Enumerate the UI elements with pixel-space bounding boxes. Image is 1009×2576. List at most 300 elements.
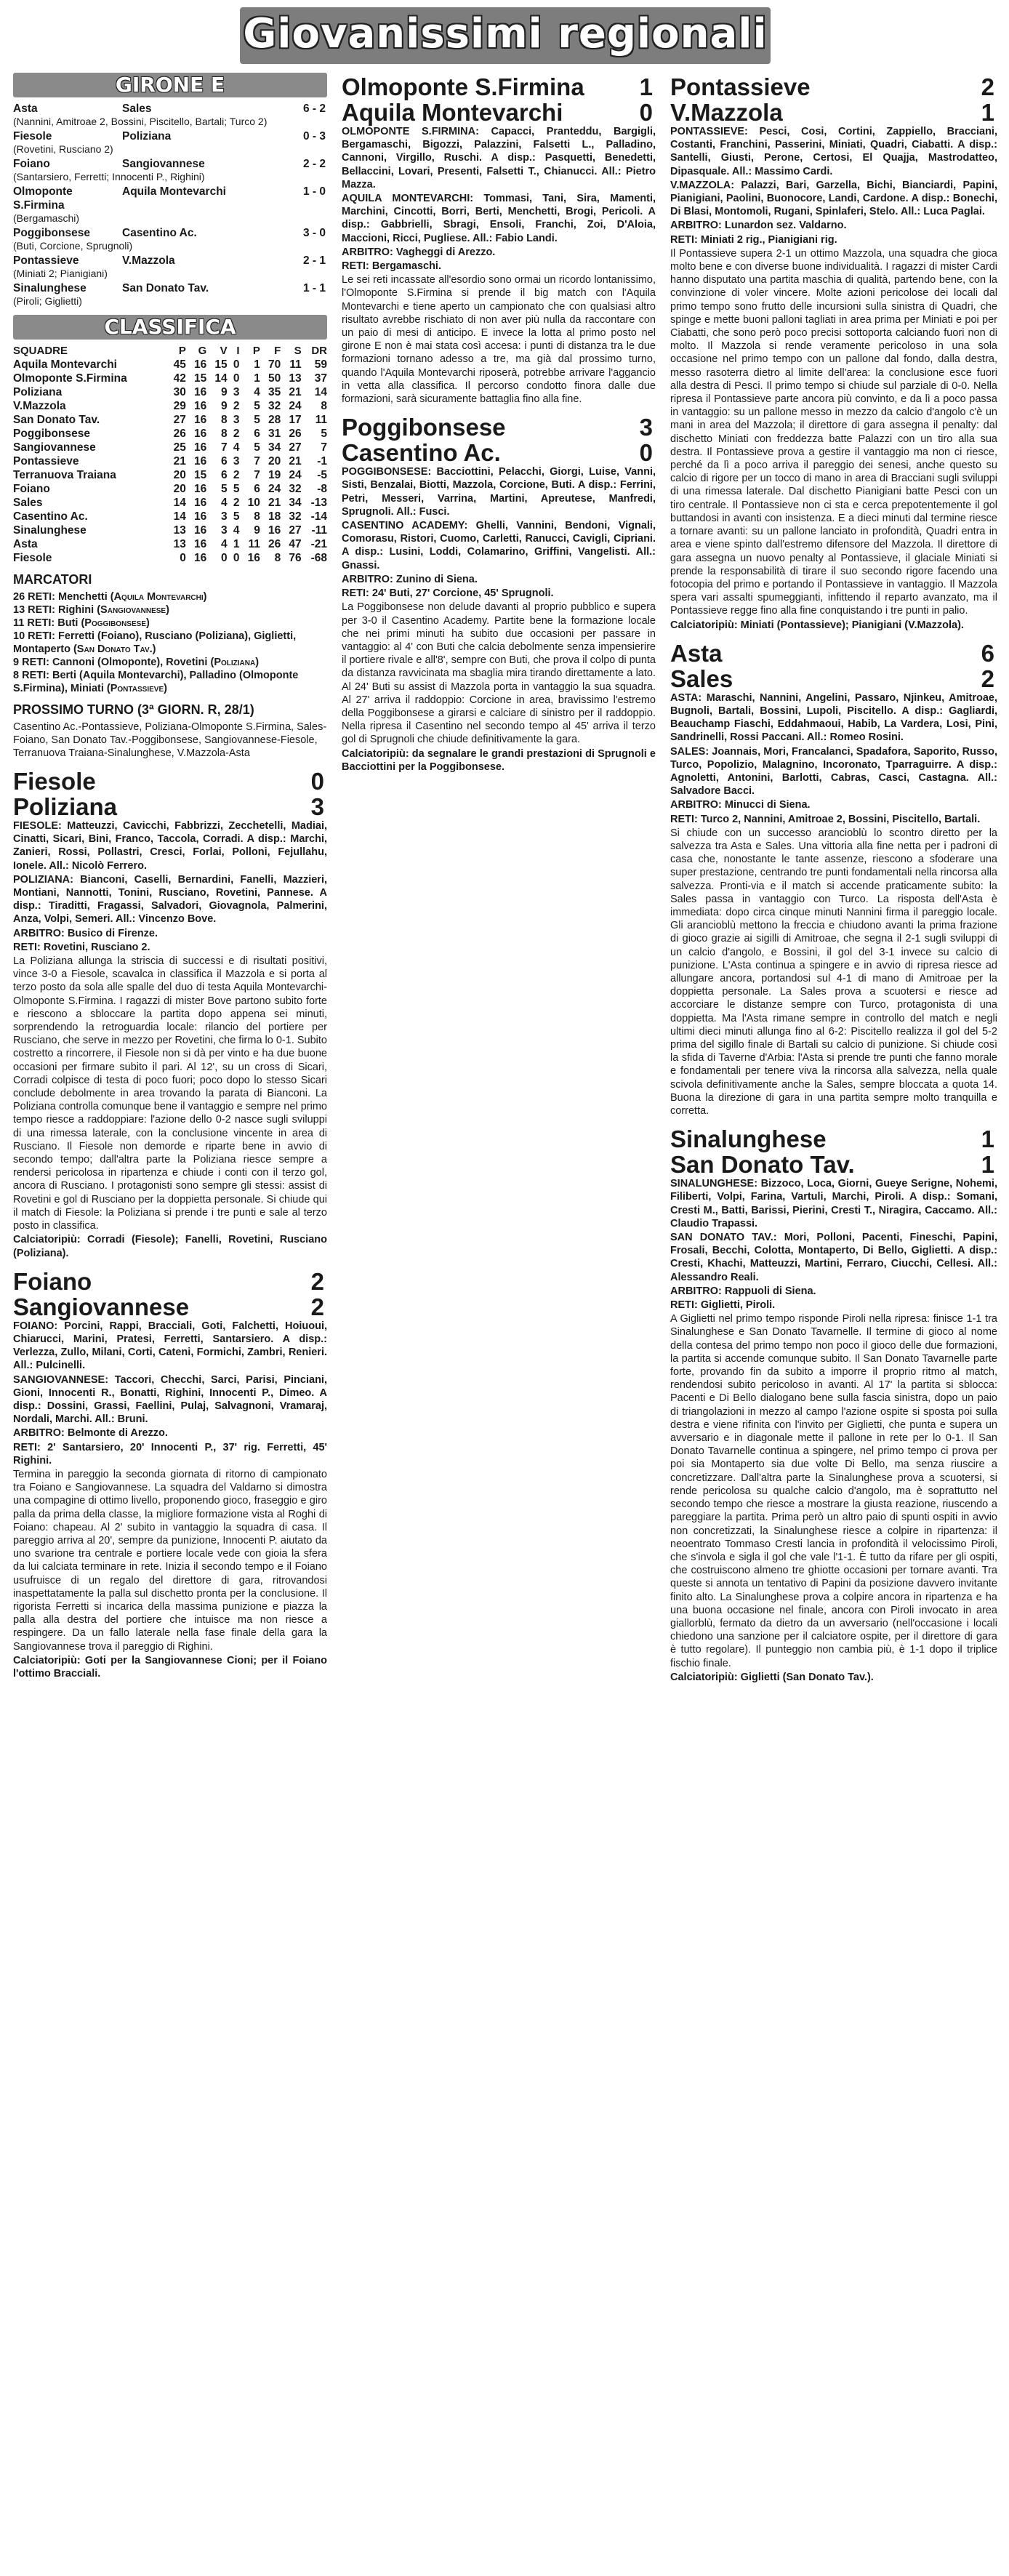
match-home: Sinalunghese [670,1126,827,1153]
marcatori-goals: 10 RETI: [13,630,56,642]
marcatori-list [13,590,327,695]
match-home-score: 0 [310,768,324,795]
match-away-score: 2 [310,1293,324,1320]
marcatori-names: Righini [58,604,95,616]
standings-cell: 16 [193,386,207,398]
marcatori-goals: 13 RETI: [13,604,56,616]
standings-cell: 9 [221,400,228,412]
standings-cell: 5 [221,483,228,495]
standings-cell: 9 [254,524,260,537]
standings-team: Sales [13,497,43,509]
match-home: Foiano [13,1267,92,1295]
standings-cell: 29 [173,400,186,412]
standings-cell: 16 [193,428,207,440]
match-fiesole-head [13,769,327,819]
standings-row [13,399,327,413]
standings-team: Sinalunghese [13,524,87,537]
marcatori-line [13,617,327,630]
match-olmoponte-body [342,125,656,406]
match-sinalunghese-head [670,1126,997,1177]
result-scorers: (Rovetini, Rusciano 2) [13,143,113,155]
result-home-team: Poggibonsese [13,227,90,239]
standings-cell: 16 [247,552,260,564]
standings-cell: 20 [173,469,186,481]
standings-row [13,385,327,399]
arbitro: ARBITRO: Zunino di Siena. [342,573,478,585]
standings-cell: 31 [268,428,281,440]
standings-cell: 20 [173,483,186,495]
standings-cell: 11 [315,414,327,426]
reti: RETI: Rovetini, Rusciano 2. [13,941,150,953]
result-scorers: (Bergamaschi) [13,212,80,224]
marcatori-team: (San Donato Tav.) [73,643,156,655]
page-banner [240,7,771,64]
standings-cell: 9 [221,386,228,398]
standings-cell: 15 [193,469,207,481]
match-home: Fiesole [13,768,96,795]
lineup-away: V.MAZZOLA: Palazzi, Bari, Garzella, Bichi, Bianciardi, Papini, Pianigiani, Paolini, Buonocore, Landi, Cardone. A disp.: Bonechi, Di Blasi, Montomoli, Rugani, Spinlaferi, Stelo. All.: Luca Paglai. [670,179,997,218]
standings-cell: 32 [289,510,302,523]
standings-row [13,454,327,468]
standings-cell: 16 [193,510,207,523]
standings-cell: 5 [233,510,240,523]
standings-cell: 37 [314,372,327,385]
standings-cell: 5 [321,428,327,440]
standings-cell: 14 [173,510,186,523]
arbitro: ARBITRO: Vagheggi di Arezzo. [342,246,496,258]
arbitro: ARBITRO: Minucci di Siena. [670,799,811,811]
marcatori-names: Ferretti (Foiano), Rusciano (Poliziana), Giglietti, Montaperto [13,630,297,655]
result-score: 0 - 3 [302,130,326,143]
reti: RETI: Bergamaschi. [342,260,441,273]
standings-cell: 50 [268,372,281,385]
standings-cell: 21 [173,455,186,468]
standings-cell: 16 [193,400,207,412]
match-away: V.Mazzola [670,99,783,126]
arbitro: ARBITRO: Rappuoli di Siena. [670,1285,816,1297]
marcatori-names: Cannoni (Olmoponte), Rovetini [52,657,208,668]
marcatori-goals: 26 RETI: [13,591,56,603]
result-away-team: Casentino Ac. [122,227,197,239]
standings-col-header: SQUADRE [13,345,68,357]
match-asta-head [670,641,997,691]
page-title: Giovanissimi regionali [243,10,768,57]
marcatori-team: (Sangiovannese) [97,604,169,616]
match-away: Sangiovannese [13,1293,190,1320]
report: Le sei reti incassate all'esordio sono ormai un ricordo lontanissimo, l'Olmoponte S.Firmina si prende il big match con l'Aquila Montevarchi e tiene aperto un campionato che con qualsiasi altro risultato avrebbe rischiato di non aver più nulla da raccontare con un paio di mesi di anticipo. E invece la lotta al primo posto nel girone E non è mai stata così accesa: i punti di distanza tra le due formazioni tornano adesso a tre, ma già dal prossimo turno, quando l'Aquila Montevarchi riposerà, potrebbe arrivare l'aggancio in vetta alla classifica. Il percorso condotto finora dalle due formazioni, sarà sicuramente battaglia fino alla fine. [342,274,656,406]
marcatori-line [13,656,327,669]
result-away-team: V.Mazzola [122,254,175,267]
standings-cell: 3 [233,455,240,468]
match-away-score: 0 [639,439,653,467]
standings-team: Pontassieve [13,455,79,468]
standings-cell: 6 [254,428,260,440]
reti: RETI: 24' Buti, 27' Corcione, 45' Sprugnoli. [342,587,554,600]
standings-cell: 2 [233,497,240,509]
standings-cell: 1 [254,358,260,371]
classifica-title: CLASSIFICA [104,315,236,339]
girone-header [13,73,327,97]
result-scorers: (Buti, Corcione, Sprugnoli) [13,240,133,252]
standings-cell: 16 [193,414,207,426]
standings-cell: 11 [289,358,302,371]
match-home-score: 2 [981,73,994,100]
standings-cell: 8 [254,510,260,523]
standings-cell: -1 [317,455,327,468]
result-home-team: Foiano [13,158,50,170]
standings-team: V.Mazzola [13,400,66,412]
standings-cell: 8 [221,414,228,426]
standings-row [13,482,327,496]
standings-cell: 21 [268,497,281,509]
marcatori-team: (Poliziana) [210,657,260,668]
standings-cell: 24 [268,483,281,495]
calciatoripiu: Calciatoripiù: Corradi (Fiesole); Fanelli, Rovetini, Rusciano (Poliziana). [13,1234,327,1259]
standings-cell: 70 [268,358,281,371]
marcatori-goals: 8 RETI: [13,670,49,681]
result-away-team: Aquila Montevarchi [122,185,226,198]
arbitro: ARBITRO: Busico di Firenze. [13,927,158,939]
lineup-home: ASTA: Maraschi, Nannini, Angelini, Passaro, Njinkeu, Amitroae, Bugnoli, Bartali, Bossini, Lupoli, Piscitello. A disp.: Gagliardi, Beauchamp Fiaschi, Eddahmaoui, Habib, La Vardera, Losi, Pini, Sandrinelli, Rossi Paccani. All.: Romeo Rosini. [670,691,997,744]
standings-cell: 14 [214,372,228,385]
match-foiano-body [13,1320,327,1680]
match-home-score: 3 [639,414,653,441]
standings-cell: 21 [289,386,302,398]
result-home-team: Sinalunghese [13,282,87,294]
standings-cell: 0 [221,552,228,564]
match-away: Casentino Ac. [342,439,501,467]
standings-col-header: I [236,345,240,357]
standings-cell: 2 [233,469,240,481]
result-home-team: Olmoponte S.Firmina [13,185,73,212]
standings-team: Fiesole [13,552,52,564]
standings-table [13,344,327,565]
match-poggibonsese-body [342,465,656,774]
standings-cell: 16 [193,524,207,537]
standings-cell: -11 [311,524,327,537]
standings-cell: 32 [289,483,302,495]
standings-row [13,496,327,510]
standings-cell: 13 [173,524,186,537]
standings-cell: 47 [289,538,302,550]
result-scorers: (Santarsiero, Ferretti; Innocenti P., Righini) [13,171,205,182]
standings-cell: 24 [289,469,302,481]
standings-team: Aquila Montevarchi [13,358,117,371]
marcatori-title: MARCATORI [13,572,92,587]
standings-cell: 27 [289,441,302,454]
standings-cell: 2 [233,428,240,440]
lineup-home: SINALUNGHESE: Bizzoco, Loca, Giorni, Gueye Serigne, Nohemi, Filiberti, Volpi, Farina, Vartuli, Marchi, Piroli. A disp.: Somani, Cresti M., Batti, Barissi, Pierini, Cresti T., Niragira, Caccamo. All.: Claudio Trapassi. [670,1178,997,1229]
standings-team: San Donato Tav. [13,414,100,426]
standings-cell: 13 [173,538,186,550]
standings-cell: 5 [254,441,260,454]
calciatoripiu: Calciatoripiù: Giglietti (San Donato Tav.). [670,1671,874,1683]
standings-cell: 7 [254,469,260,481]
lineup-away: SANGIOVANNESE: Taccori, Checchi, Sarci, Parisi, Pinciani, Gioni, Innocenti R., Bonatti, Righini, Innocenti P., Dimeo. A disp.: Dossini, Grassi, Faellini, Pulaj, Salvagnoni, Vramaraj, Nordali, Marchi. All.: Bruni. [13,1373,327,1426]
standings-cell: 2 [233,400,240,412]
match-fiesole-body [13,819,327,1260]
classifica-header [13,315,327,340]
marcatori-goals: 9 RETI: [13,657,49,668]
standings-cell: 16 [268,524,281,537]
standings-cell: 10 [247,497,260,509]
report: La Poliziana allunga la striscia di successi e di risultati positivi, vince 3-0 a Fiesole, scavalca in classifica il Mazzola e si porta al terzo posto da sola alle spalle del duo di testa Aquila Montevarchi-Olmoponte S.Firmina. I ragazzi di mister Bove partono subito forte e riescono a sbloccare la partita dopo appena sei minuti, sorprendendo la retroguardia locale: rilancio del portiere per Rusciano, che serve in mezzo per Rovetini, che firma lo 0-1. Subito costretto a rincorrere, il Fiesole non si dà per vinto e ha due buone occasioni per firmare subito il pari. Al 12', su un cross di Sicari, Corradi colpisce di testa di poco fuori; poco dopo lo stesso Sicari conclude debolmente in area trovando la parata di Bianconi. La Poliziana controlla comunque bene il vantaggio e sempre nel primo tempo riesce a raddoppiare: l'azione dello 0-2 nasce sugli sviluppi di una rimessa laterale, con la conclusione vincente in area di Rusciano. Il Fiesole non demorde e riparte bene in avvio di secondo tempo; dall'altra parte la Poliziana riesce sempre a rendersi pericolosa in ripartenza e chiude i conti con il terzo gol, ancora di Rusciano. I protagonisti sono sempre gli stessi: assist di Rovetini e gol di Rusciano per la doppietta personale. Si chiude qui il match di Fiesole: la Poliziana si prende i tre punti e sale al terzo posto in classifica. [13,955,327,1232]
result-away-team: Sales [122,103,152,115]
report: Si chiude con un successo arancioblù lo scontro diretto per la salvezza tra Asta e Sales. Una vittoria alla fine netta per i padroni di casa che, nonostante le tante assenze, riescono a sfoderare una super prestazione, centrando tre punti fondamentali nella rincorsa alla salvezza. Pronti-via e il match si accende praticamente subito: la Sales passa in vantaggio con Turco. La risposta dell'Asta è immediata: dopo circa cinque minuti Nannini firma il pareggio locale. Gli arancioblù mettono la freccia e chiudono avanti la prima frazione di gioco grazie ai sigilli di Amitroae, che segna il 2-1 sugli sviluppi di un calcio d'angolo, e Bossini, il gol del 3-1 invece su calcio di punizione. L'Asta continua a spingere e in avvio di ripresa riesce ad allungare ancora, portandosi sul 4-1 di mano di Amitroae per la doppietta personale. La Sales prova a scuotersi e riesce ad accorciare le distanze sempre con Turco, protagonista di una doppietta. Ma l'Asta rimane sempre in controllo del match e negli ultimi dieci minuti allunga fino al 6-2: Piscitello realizza il gol del 5-2 prima del sigillo finale di Bartali su calcio di punizione. Si chiude così la sfida di Taverne d'Arbia: l'Asta si prende tre punti che fanno morale e fondamentali per tenere viva la rincorsa alla salvezza, nella quale scivola definitivamente anche la Sales, sempre bloccata a quota 14. Buona la direzione di gara in una partita sempre molto tranquilla e corretta. [670,827,997,1118]
standings-cell: 4 [233,441,240,454]
result-scorers: (Nannini, Amitroae 2, Bossini, Piscitello, Bartali; Turco 2) [13,116,268,127]
match-home: Asta [670,639,723,667]
standings-cell: 5 [254,400,260,412]
match-pontassieve-body [670,125,997,632]
standings-cell: 14 [173,497,186,509]
lineup-home: OLMOPONTE S.FIRMINA: Capacci, Pranteddu, Bargigli, Bergamaschi, Bigozzi, Palazzini, Falsetti L., Palladino, Cannoni, Virgillo, Ruschi. A disp.: Pasquetti, Benedetti, Bellaccini, Lovari, Presenti, Falsetti T., Chianucci. All.: Pietro Mazza. [342,126,656,190]
match-away-score: 0 [639,99,653,126]
lineup-home: POGGIBONSESE: Bacciottini, Pelacchi, Giorgi, Luise, Vanni, Sisti, Benzalai, Biotti, Mazzola, Corcione, Buti. A disp.: Ferrini, Petri, Messeri, Varrina, Martini, Apreutese, Manfredi, Sprugnoli. All.: Fusci. [342,466,656,518]
match-away-score: 3 [310,793,324,820]
marcatori-team: (Pontassieve) [106,683,167,694]
standings-cell: 4 [233,524,240,537]
standings-cell: 7 [254,455,260,468]
standings-cell: 14 [314,386,327,398]
marcatori-line [13,590,327,603]
standings-cell: 42 [173,372,186,385]
result-scorers: (Piroli; Giglietti) [13,295,82,307]
standings-cell: 1 [254,372,260,385]
standings-cell: 0 [180,552,186,564]
match-home-score: 2 [310,1267,324,1295]
arbitro: ARBITRO: Lunardon sez. Valdarno. [670,220,847,232]
marcatori-line [13,669,327,695]
standings-cell: 76 [289,552,302,564]
standings-cell: 17 [289,414,302,426]
marcatori-names: Buti [57,617,79,629]
marcatori-line [13,603,327,617]
match-asta-body [670,691,997,1118]
match-home: Poggibonsese [342,414,506,441]
calciatoripiu: Calciatoripiù: da segnalare le grandi prestazioni di Sprugnoli e Bacciottini per la Poggibonsese. [342,747,656,773]
standings-cell: 27 [173,414,186,426]
standings-cell: 16 [193,538,207,550]
standings-cell: 8 [321,400,327,412]
standings-row [13,537,327,551]
result-away-team: Sangiovannese [122,158,205,170]
standings-cell: 6 [221,469,228,481]
match-away-score: 1 [981,99,994,126]
result-score: 1 - 1 [302,282,326,294]
standings-row [13,441,327,454]
standings-cell: 16 [193,552,207,564]
standings-cell: 0 [233,372,240,385]
standings-cell: -21 [310,538,327,550]
prossimo-text: Casentino Ac.-Pontassieve, Poliziana-Olmoponte S.Firmina, Sales-Foiano, San Donato Tav.-Poggibonsese, Sangiovannese-Fiesole, Terranuova Traiana-Sinalunghese, V.Mazzola-Asta [13,721,327,759]
match-poggibonsese-head [342,414,656,465]
standings-row [13,468,327,482]
result-away-team: Poliziana [122,130,172,143]
lineup-away: SALES: Joannais, Mori, Francalanci, Spadafora, Saporito, Russo, Turco, Popolizio, Malagnino, Incoronato, Tparraguirre. A disp.: Agnoletti, Antonini, Barlotti, Cabras, Casci, Castagna. All.: Salvadore Bacci. [670,745,997,798]
marcatori-team: (Aquila Montevarchi) [110,591,207,603]
match-away-score: 1 [981,1151,994,1179]
report: A Giglietti nel primo tempo risponde Piroli nella ripresa: finisce 1-1 tra Sinalunghese e San Donato Tavarnelle. Il termine di gioco al nome della contesa del primo tempo non poco il gioco delle due formazioni, la partita si accende comunque subito. Il San Donato Tavarnelle parte forte, provando fin da subito a imporre il proprio ritmo al match, rendendosi subito pericoloso in avanti. Al 17' la partita si sblocca: Pacenti e Di Bello dialogano bene sulla fascia sinistra, dopo un paio di triangolazioni in mezzo al campo l'azione ospite si sposta poi sulla destra e viene rifinita con l'invito per Giglietti, che punta e supera un avversario e in diagonale mette il pallone in rete per lo 0-1. Il San Donato Tavarnelle continua a spingere, nel primo tempo ci prova per poi sia Montaperto sia due volte Di Bello, ma senza riuscire a concretizzare. Dall'altra parte la Sinalunghese prova a scuotersi, si rende pericolosa su qualche calcio d'angolo, ma è soprattutto nel secondo tempo che riesce a mostrare la giusta reazione, riuscendo a pareggiare la partita. Prima però un altro paio di spunti ospiti in avvio non concretizzati, la Sinalunghese riesce a colpire in ripartenza: il neoentrato Tommaso Cresti lancia in profondità il velocissimo Piroli, che s'invola e sigla il gol che vale l'1-1. È tutto da rifare per gli ospiti, che costruiscono almeno tre ghiotte occasioni per tornare avanti. Tra queste si annota un tentativo di Papini da posizione davvero invitante finito alto. La Sinalunghese prova a colpire ancora in ripartenza e ha una buona occasione nel finale, ancora con Piroli invocato in area giallorblù, fermato da dietro da un avversario (nell'occasione i locali chiedono una sanzione per il calciatore ospite, per il direttore di gara è tutto regolare). Il punteggio non cambia più, è 1-1 dopo il triplice fischio finale. [670,1313,997,1669]
report: La Poggibonsese non delude davanti al proprio pubblico e supera per 3-0 il Casentino Academy. Partite bene la formazione locale che nei primi minuti ha subito due occasioni per passare in vantaggio: al 4' con Buti che calcia debolmente senza impensierire il portiere rivale e all'8', sempre con Buti, che prova il colpo di punta da distanza ravvicinata ma sbaglia mira tirando direttamente a lato. Al 24' Buti su assist di Mazzola porta in vantaggio la sua squadra. Al 27' arriva il raddoppio: Corcione in area, bravissimo l'estremo della Poggibonsese a girarsi e calciare di sinistro per il raddoppio. Nella ripresa il Casentino nel secondo tempo al 45' arriva il terzo gol di Sprugnoli che chiude definitivamente la gara. [342,601,656,746]
standings-cell: 25 [173,441,186,454]
standings-cell: 5 [254,414,260,426]
standings-cell: 4 [254,386,260,398]
standings-header-row [13,344,327,358]
report: Termina in pareggio la seconda giornata di ritorno di campionato tra Foiano e Sangiovannese. La squadra del Valdarno si dimostra una compagine di ottimo livello, proponendo gioco, fraseggio e giro palla da prima della classe, la migliore formazione vista al Roghi di Foiano: chapeau. Al 2' subito in vantaggio la squadra di casa. Il pareggio arriva al 20', sempre da punizione, Innocenti P. aiutato da uno svarione tra centrale e portiere locale vede con gioia la sfera da lui calciata terminare in rete. Inizia il secondo tempo e il Foiano usufruisce di un regalo del direttore di gara, ritrovandosi inaspettatamente la palla sul dischetto pronta per la conclusione. Il rigorista Ferretti si incarica della massima punizione e piazza la palla alla destra del portiere che intuisce ma non riesce a respingere. Da un fallo laterale nella fase finale della gara la Sangiovannese trova il pareggio di Righini. [13,1468,327,1653]
standings-cell: 18 [268,510,281,523]
report: Il Pontassieve supera 2-1 un ottimo Mazzola, una squadra che gioca molto bene e con diverse buone individualità. I ragazzi di mister Cardi hanno disputato una partita maschia di qualità, partendo bene, con la convinzione di voler vincere. Molte azioni pericolose dei locali dal primo tempo sono frutto delle incursioni sulla sinistra di Quadri, che spinge e mette buoni palloni tagliati in area prima per Miniati e poi per Ciabatti, che sono però poco precisi sottoporta calciando fuori non di molto. Il Mazzola si rende veramente pericoloso in una sola occasione nel primo tempo con un pallone dal fondo, dalla destra, messo rasoterra dietro al limite dell'area: la conclusione esce fuori alla destra di Pesci. Il primo tempo si chiude sul parziale di 0-0. Nella ripresa il Pontassieve parte ancora più convinto, e da lì a poco passa in vantaggio: su un pallone messo in mezzo da calcio d'angolo c'è un mani in area del Mazzola; il direttore di gara assegna il penalty: dal dischetto Miniati con freddezza batte Palazzi con un tiro alla sua destra. Il Pontassieve prova a gestire il vantaggio ma non ci riesce, perché da lì a poco arriva il pareggio dei senesi, anche questo su calcio di rigore per un tocco di mano in area di Bracciani sugli sviluppi di una rimessa laterale. Dal dischetto Pianigiani batte Pesci con un tiro centrale. Il Pontassieve non ci sta e cerca prepotentemente il gol buttandosi in avanti con insistenza. E a dieci minuti dal termine riesce a tornare avanti: su un pallone lanciato in profondità, Quadri entra in area e viene spinto dall'estremo difensore del Mazzola. Il direttore di gara assegna un nuovo penalty al Pontassieve, il glaciale Miniati si prende la responsabilità di tirare il suo secondo rigore facendo una fotocopia del primo e portando il Pontassieve in vantaggio. Il Mazzola spera vari assalti spumeggianti, infittendo il reparto avanzato, ma il Pontassieve regge fino alla fine conquistando i tre punti in palio. [670,247,997,617]
girone-title: GIRONE E [115,73,225,97]
match-away: Poliziana [13,793,118,820]
standings-cell: 3 [221,524,228,537]
column-right [670,73,997,2561]
standings-row [13,523,327,537]
standings-cell: -68 [310,552,327,564]
result-away-team: San Donato Tav. [122,282,209,294]
prossimo-title: PROSSIMO TURNO (3ª GIORN. R, 28/1) [13,702,254,717]
match-away: Aquila Montevarchi [342,99,563,126]
lineup-home: FIESOLE: Matteuzzi, Cavicchi, Fabbrizzi, Zecchetelli, Madiai, Cinatti, Sicari, Bini, Franco, Taccola, Corradi. A disp.: Marchi, Zanieri, Rossi, Pollastri, Cresci, Forlai, Polloni, Fejullahu, Ionele. All.: Nicolò Ferrero. [13,820,327,872]
standings-col-header: F [274,345,281,357]
result-score: 1 - 0 [302,185,326,198]
match-sinalunghese-body [670,1177,997,1684]
standings-col-header: V [220,345,228,357]
standings-cell: 3 [233,414,240,426]
column-left [13,73,327,2561]
standings-cell: 8 [221,428,228,440]
match-olmoponte-head [342,74,656,125]
standings-team: Poliziana [13,386,63,398]
result-score: 3 - 0 [302,227,326,239]
standings-cell: 35 [268,386,281,398]
standings-cell: 26 [289,428,302,440]
match-foiano-head [13,1269,327,1320]
standings-row [13,551,327,565]
standings-cell: 8 [274,552,281,564]
standings-cell: 0 [233,552,240,564]
standings-cell: 59 [314,358,327,371]
standings-cell: 4 [221,497,228,509]
standings-cell: 26 [173,428,186,440]
match-home: Olmoponte S.Firmina [342,73,584,100]
lineup-home: PONTASSIEVE: Pesci, Cosi, Cortini, Zappiello, Bracciani, Costanti, Franchini, Passerini, Miniati, Quadri, Ciabatti. A disp.: Santelli, Giusti, Perone, Certosi, El Quajja, Mastrodatteo, Dipasquale. All.: Massimo Cardi. [670,126,997,177]
result-home-team: Pontassieve [13,254,79,267]
standings-cell: 27 [289,524,302,537]
reti: RETI: 2' Santarsiero, 20' Innocenti P., 37' rig. Ferretti, 45' Righini. [13,1441,327,1466]
standings-cell: 32 [268,400,281,412]
match-away-score: 2 [981,665,994,692]
standings-cell: 0 [233,358,240,371]
standings-cell: 4 [221,538,228,550]
standings-team: Terranuova Traiana [13,469,116,481]
standings-cell: 15 [214,358,228,371]
results-list [13,102,327,309]
lineup-away: POLIZIANA: Bianconi, Caselli, Bernardini, Fanelli, Mazzieri, Montiani, Nannotti, Tonini, Rusciano, Rovetini, Pannese. A disp.: Tiraditti, Fragassi, Salvadori, Giovagnola, Palmerini, Anza, Volpi, Semeri. All.: Vincenzo Bove. [13,873,327,926]
result-home-team: Fiesole [13,130,52,143]
standings-row [13,358,327,372]
match-away: Sales [670,665,733,692]
standings-cell: 16 [193,497,207,509]
lineup-away: SAN DONATO TAV.: Mori, Polloni, Pacenti, Fineschi, Papini, Frosali, Becchi, Colotta, Montaperto, Di Bello, Giglietti. A disp.: Cresti, Khachi, Matteuzzi, Martini, Ferraro, Ciucchi, Cellesi. All.: Alessandro Reali. [670,1232,997,1283]
match-home-score: 6 [981,639,994,667]
calciatoripiu: Calciatoripiù: Miniati (Pontassieve); Pianigiani (V.Mazzola). [670,619,964,631]
reti: RETI: Miniati 2 rig., Pianigiani rig. [670,233,837,246]
standings-cell: -14 [310,510,327,523]
calciatoripiu: Calciatoripiù: Goti per la Sangiovannese Cioni; per il Foiano l'ottimo Bracciali. [13,1654,327,1680]
result-scorers: (Miniati 2; Pianigiani) [13,268,108,279]
standings-col-header: G [198,345,207,357]
standings-cell: 34 [268,441,281,454]
match-home: Pontassieve [670,73,811,100]
standings-cell: 1 [233,538,240,550]
standings-cell: -5 [317,469,327,481]
match-away: San Donato Tav. [670,1151,855,1179]
match-pontassieve-head [670,74,997,125]
reti: RETI: Turco 2, Nannini, Amitroae 2, Bossini, Piscitello, Bartali. [670,813,981,825]
standings-cell: 16 [193,483,207,495]
standings-cell: 6 [221,455,228,468]
standings-cell: 34 [289,497,302,509]
standings-cell: 15 [193,372,207,385]
standings-row [13,427,327,441]
standings-cell: 7 [321,441,327,454]
standings-col-header: S [294,345,302,357]
standings-cell: 24 [289,400,302,412]
marcatori-line [13,630,327,656]
standings-col-header: P [252,345,260,357]
reti: RETI: Giglietti, Piroli. [670,1299,776,1312]
standings-cell: 16 [193,358,207,371]
standings-row [13,372,327,385]
standings-cell: 21 [289,455,302,468]
match-home-score: 1 [639,73,653,100]
standings-team: Poggibonsese [13,428,90,440]
standings-team: Sangiovannese [13,441,96,454]
lineup-home: FOIANO: Porcini, Rappi, Bracciali, Goti, Falchetti, Hoiuoui, Chiarucci, Marini, Pratesi, Ferretti, Santarsiero. A disp.: Verlezza, Zullo, Milani, Corti, Cateni, Formichi, Zambri, Renieri. All.: Pulcinelli. [13,1320,327,1372]
standings-cell: 13 [289,372,302,385]
standings-cell: 7 [221,441,228,454]
result-score: 2 - 2 [302,158,326,170]
standings-team: Casentino Ac. [13,510,88,523]
marcatori-names: Menchetti [58,591,108,603]
standings-team: Foiano [13,483,50,495]
column-middle [342,73,656,2561]
standings-cell: 6 [254,483,260,495]
standings-cell: 20 [268,455,281,468]
standings-cell: 3 [221,510,228,523]
lineup-away: CASENTINO ACADEMY: Ghelli, Vannini, Bendoni, Vignali, Comorasu, Ristori, Cuomo, Carletti, Ranucci, Cavigli, Cipriani. A disp.: Lusini, Loddi, Colamarino, Griffini, Vangelisti. All.: Gnassi. [342,520,656,571]
standings-cell: -8 [317,483,327,495]
result-home-team: Asta [13,103,38,115]
arbitro: ARBITRO: Belmonte di Arezzo. [13,1427,168,1440]
standings-team: Asta [13,538,38,550]
marcatori-goals: 11 RETI: [13,617,55,629]
result-score: 6 - 2 [302,103,326,115]
marcatori-team: (Poggibonsese) [81,617,150,629]
standings-cell: 28 [268,414,281,426]
standings-cell: 26 [268,538,281,550]
match-home-score: 1 [981,1126,994,1153]
marcatori-names: Berti (Aquila Montevarchi), Palladino (Olmoponte S.Firmina), Miniati [13,670,299,694]
standings-row [13,413,327,427]
standings-cell: 30 [173,386,186,398]
standings-cell: 45 [173,358,186,371]
standings-col-header: P [178,345,186,357]
lineup-away: AQUILA MONTEVARCHI: Tommasi, Tani, Sira, Mamenti, Marchini, Cincotti, Borri, Berti, Menchetti, Brogi, Pericoli. A disp.: Gabbrielli, Sbragi, Ensoli, Franchi, Zoi, D'Aloia, Maccioni, Ricci, Pugliese. All.: Fabio Landi. [342,193,656,244]
result-score: 2 - 1 [302,254,326,267]
standings-cell: 3 [233,386,240,398]
